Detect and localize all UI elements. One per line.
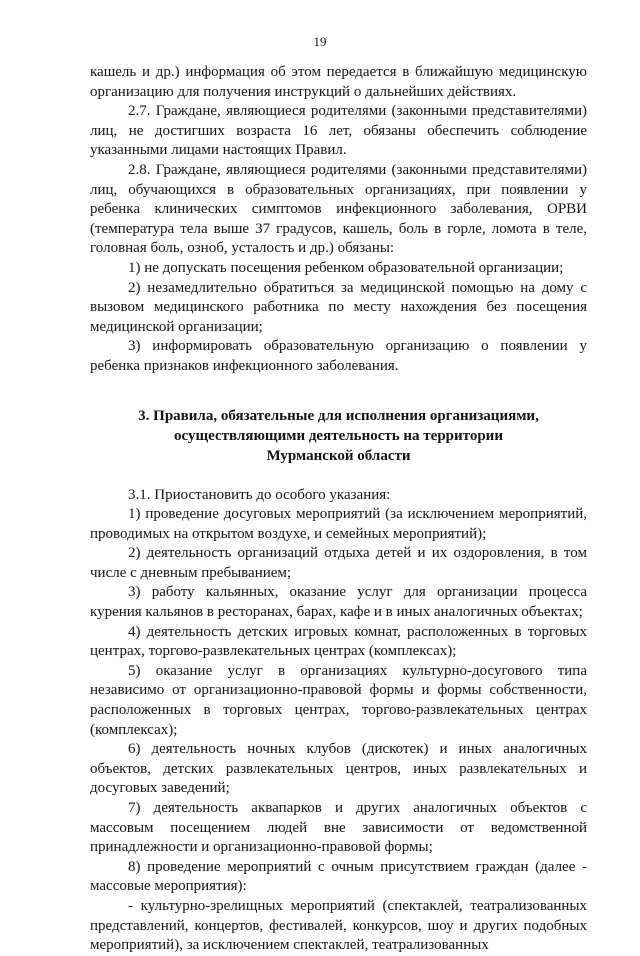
page-number: 19: [313, 34, 327, 49]
list-item-3-1-1: 1) проведение досуговых мероприятий (за исключением мероприятий, проводимых на открытом воздухе, и семейных мероприятий);: [90, 506, 587, 542]
list-item-3-1-3: 3) работу кальянных, оказание услуг для организации процесса курения кальянов в ресторанах, барах, кафе и в иных аналогичных объектах;: [90, 584, 587, 621]
list-item-3-1-4: 4) деятельность детских игровых комнат, расположенных в торговых центрах, торгово-развлекательных центрах (комплексах);: [90, 623, 587, 660]
document-body: [90, 63, 587, 956]
paragraph-2-7: 2.7. Граждане, являющиеся родителями (законными представителями) лиц, не достигших возраста 16 лет, обязаны обеспечить соблюдение указанными лицами настоящих Правил.: [90, 103, 587, 159]
paragraph-2-8: 2.8. Граждане, являющиеся родителями (законными представителями) лиц, обучающихся в образовательных организациях, при появлении у ребенка клинических симптомов инфекционного заболевания, ОРВИ (температура тела выше 37 градусов, кашель, боль в горле, ломота в теле, головная боль, озноб, усталость и др.) обязаны:: [90, 161, 587, 257]
paragraph-3-1: 3.1. Приостановить до особого указания:: [128, 486, 391, 503]
section-3-heading-line-1: 3. Правила, обязательные для исполнения организациями,: [138, 407, 539, 424]
list-item-3-1-5: 5) оказание услуг в организациях культурно-досугового типа независимо от организационно-правовой формы и формы собственности, расположенных в торговых центрах, торгово-развлекательных центрах (комплексах);: [90, 662, 587, 738]
list-item-2-8-2: 2) незамедлительно обратиться за медицинской помощью на дому с вызовом медицинского работника по месту нахождения без посещения медицинской организации;: [90, 279, 587, 335]
list-item-3-1-7: 7) деятельность аквапарков и других аналогичных объектов с массовым посещением людей вне зависимости от ведомственной принадлежности и организационно-правовой формы;: [90, 800, 587, 856]
list-item-3-1-6: 6) деятельность ночных клубов (дискотек) и иных аналогичных объектов, детских развлекательных центров, иных развлекательных и досуговых заведений;: [90, 741, 587, 797]
sub-item-dash: - культурно-зрелищных мероприятий (спектаклей, театрализованных представлений, концертов, фестивалей, конкурсов, шоу и других подобных мероприятий), за исключением спектаклей, театрализованных: [90, 897, 587, 954]
section-3-heading-line-3: Мурманской области: [266, 447, 411, 464]
list-item-3-1-2: 2) деятельность организаций отдыха детей и их оздоровления, в том числе с дневным пребыванием;: [90, 545, 587, 581]
section-3-heading: [90, 406, 587, 466]
list-item-2-8-1: 1) не допускать посещения ребенком образовательной организации;: [128, 259, 564, 276]
list-item-3-1-8: 8) проведение мероприятий с очным присутствием граждан (далее - массовые мероприятия):: [90, 858, 587, 895]
section-3-heading-line-2: осуществляющими деятельность на территории: [174, 427, 503, 444]
list-item-2-8-3: 3) информировать образовательную организацию о появлении у ребенка признаков инфекционного заболевания.: [90, 338, 587, 374]
paragraph-continuation: кашель и др.) информация об этом передается в ближайшую медицинскую организацию для получения инструкций о дальнейших действиях.: [90, 64, 587, 100]
